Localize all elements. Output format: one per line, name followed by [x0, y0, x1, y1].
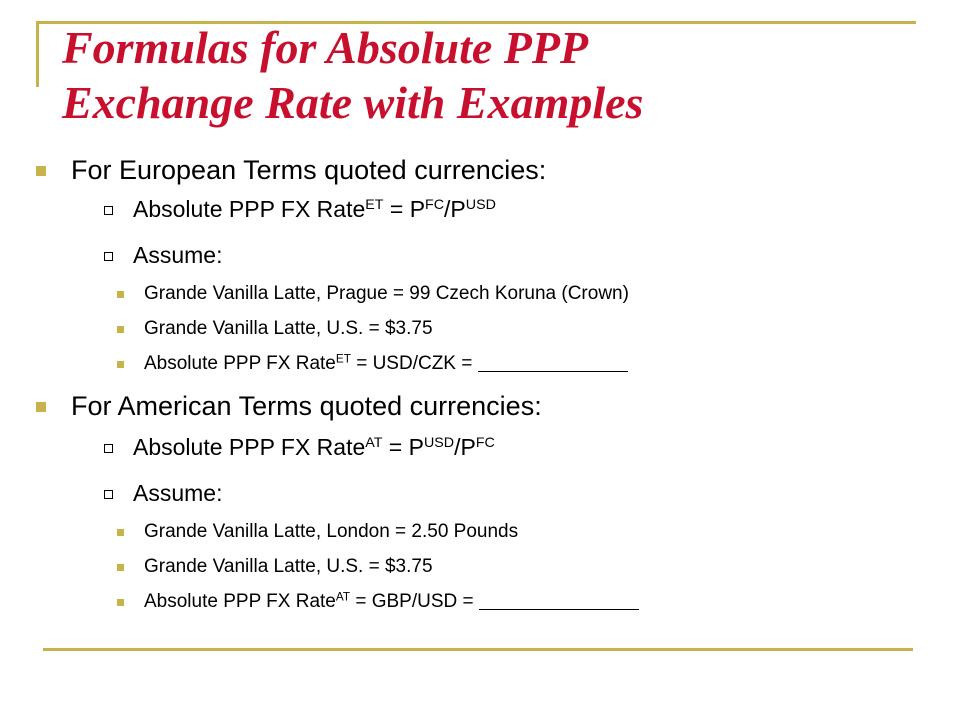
- section-heading: For American Terms quoted currencies:: [71, 391, 542, 421]
- assume-label: Assume:: [133, 480, 223, 506]
- bullet-small-square-icon: [117, 291, 124, 298]
- formula-superscript: ET: [365, 197, 384, 214]
- formula-prefix: Absolute PPP FX Rate: [133, 434, 366, 460]
- answer-suffix: = GBP/USD =: [350, 591, 479, 613]
- formula-divisor: /P: [454, 434, 476, 460]
- formula-superscript: AT: [365, 435, 383, 452]
- answer-suffix: = USD/CZK =: [350, 353, 478, 375]
- answer-line: [144, 590, 639, 613]
- bullet-hollow-square-icon: [104, 444, 113, 453]
- formula-superscript: USD: [423, 435, 455, 452]
- example-item: Grande Vanilla Latte, London = 2.50 Pounds: [144, 521, 519, 542]
- example-item: Grande Vanilla Latte, Prague = 99 Czech Koruna (Crown): [144, 283, 629, 304]
- example-item: Grande Vanilla Latte, U.S. = $3.75: [144, 556, 433, 577]
- bullet-hollow-square-icon: [104, 490, 113, 499]
- answer-blank: [478, 352, 628, 372]
- formula-equals: = P: [382, 434, 424, 460]
- bullet-square-icon: [36, 402, 46, 412]
- example-item: Grande Vanilla Latte, U.S. = $3.75: [144, 318, 433, 339]
- bullet-small-square-icon: [117, 564, 124, 571]
- formula-divisor: /P: [444, 196, 466, 222]
- answer-blank: [479, 590, 639, 610]
- formula-superscript: FC: [425, 197, 445, 214]
- formula-line: [133, 434, 495, 461]
- formula-equals: = P: [383, 196, 426, 222]
- bullet-small-square-icon: [117, 529, 124, 536]
- bullet-small-square-icon: [117, 326, 124, 333]
- answer-line: [144, 352, 628, 375]
- bullet-small-square-icon: [117, 599, 124, 606]
- formula-superscript: FC: [475, 435, 495, 452]
- assume-label: Assume:: [133, 242, 223, 268]
- bullet-square-icon: [36, 166, 46, 176]
- answer-superscript: AT: [335, 590, 351, 604]
- answer-prefix: Absolute PPP FX Rate: [144, 353, 336, 375]
- answer-prefix: Absolute PPP FX Rate: [144, 591, 336, 613]
- formula-line: [133, 196, 496, 223]
- title-line-1: Formulas for Absolute PPP: [62, 22, 589, 73]
- bullet-hollow-square-icon: [104, 206, 113, 215]
- bullet-small-square-icon: [117, 361, 124, 368]
- answer-superscript: ET: [335, 352, 351, 366]
- formula-superscript: USD: [465, 197, 496, 214]
- formula-prefix: Absolute PPP FX Rate: [133, 196, 366, 222]
- bullet-hollow-square-icon: [104, 252, 113, 261]
- section-heading: For European Terms quoted currencies:: [71, 155, 547, 185]
- title-line-2: Exchange Rate with Examples: [62, 77, 644, 128]
